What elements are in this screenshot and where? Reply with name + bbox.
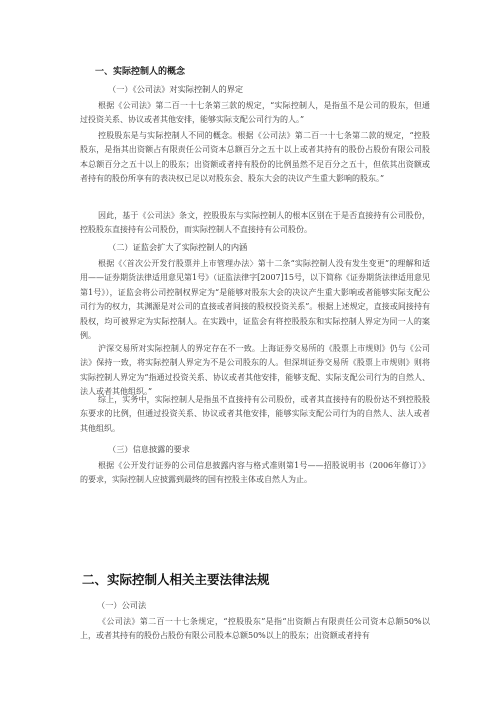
- paragraph-6: 综上，实务中，实际控制人是指虽不直接持有公司股份，或者其直接持有的股份达不到控股股东要求的比例，但通过投资关系、协议或者其他安排，能够实际支配公司行为的自然人、法人或者其他组织。: [80, 395, 430, 433]
- paragraph-7: 根据《公开发行证券的公司信息披露内容与格式准则第1号——招股说明书（2006年修订）》的要求，实际控制人应披露到最终的国有控股主体或自然人为止。: [80, 461, 430, 485]
- paragraph-1: 根据《公司法》第二百一十七条第三款的规定，“实际控制人，是指虽不是公司的股东，但通过投资关系、协议或者其他安排，能够实际支配公司行为的人。”: [80, 101, 430, 125]
- paragraph-5: 沪深交易所对实际控制人的界定存在不一致。上海证券交易所的《股票上市规则》仍与《公司法》保持一致，将实际控制人界定为不是公司股东的人。但深圳证券交易所《股票上市规则》则将实际控制人界定为“指通过投资关系、协议或者其他安排，能够支配、实际支配公司行为的自然人、法人或者其他组织。”: [80, 344, 430, 397]
- subsection-3-heading: （三）信息披露的要求: [108, 444, 190, 454]
- subsection-1-heading: （一）《公司法》对实际控制人的界定: [108, 84, 244, 94]
- paragraph-4: 根据《〈首次公开发行股票并上市管理办法〉第十二条“实际控制人没有发生变更”的理解和适用——证券期货法律适用意见第1号》（证监法律字[2007]15号，以下简称《证券期货法律适用意见第1号》），证监会将公司控制权界定为“是能够对股东大会的决议产生重大影响或者能够实际支配公司行为的权力，其渊源是对公司的直接或者间接的股权投资关系”。根据上述规定，直接或间接持有股权，均可被界定为实际控制人。在实践中，证监会有将控股股东和实际控制人界定为同一人的案例。: [80, 259, 430, 341]
- paragraph-2: 控股股东是与实际控制人不同的概念。根据《公司法》第二百一十七条第二款的规定，“控股股东，是指其出资额占有限责任公司资本总额百分之五十以上或者其持有的股份占股份有限公司股本总额百分之五十以上的股东；出资额或者持有股份的比例虽然不足百分之五十，但依其出资额或者持有的股份所享有的表决权已足以对股东会、股东大会的决议产生重大影响的股东。”: [80, 131, 430, 184]
- subsection-2-heading: （二）证监会扩大了实际控制人的内涵: [108, 242, 248, 252]
- section-2-heading: 二、实际控制人相关主要法律法规: [82, 572, 270, 587]
- paragraph-3: 因此，基于《公司法》条文，控股股东与实际控制人的根本区别在于是否直接持有公司股份，控股股东直接持有公司股份，而实际控制人不直接持有公司股份。: [80, 211, 430, 235]
- section-2-paragraph-1: 《公司法》第二百一十七条规定，“控股股东”是指“出资额占有限责任公司资本总额50%以上，或者其持有的股份占股份有限公司股本总额50%以上的股东；出资额或者持有: [80, 617, 430, 641]
- section-1-heading: 一、实际控制人的概念: [95, 67, 186, 77]
- section-2-subsection-1-heading: （一）公司法: [97, 600, 147, 610]
